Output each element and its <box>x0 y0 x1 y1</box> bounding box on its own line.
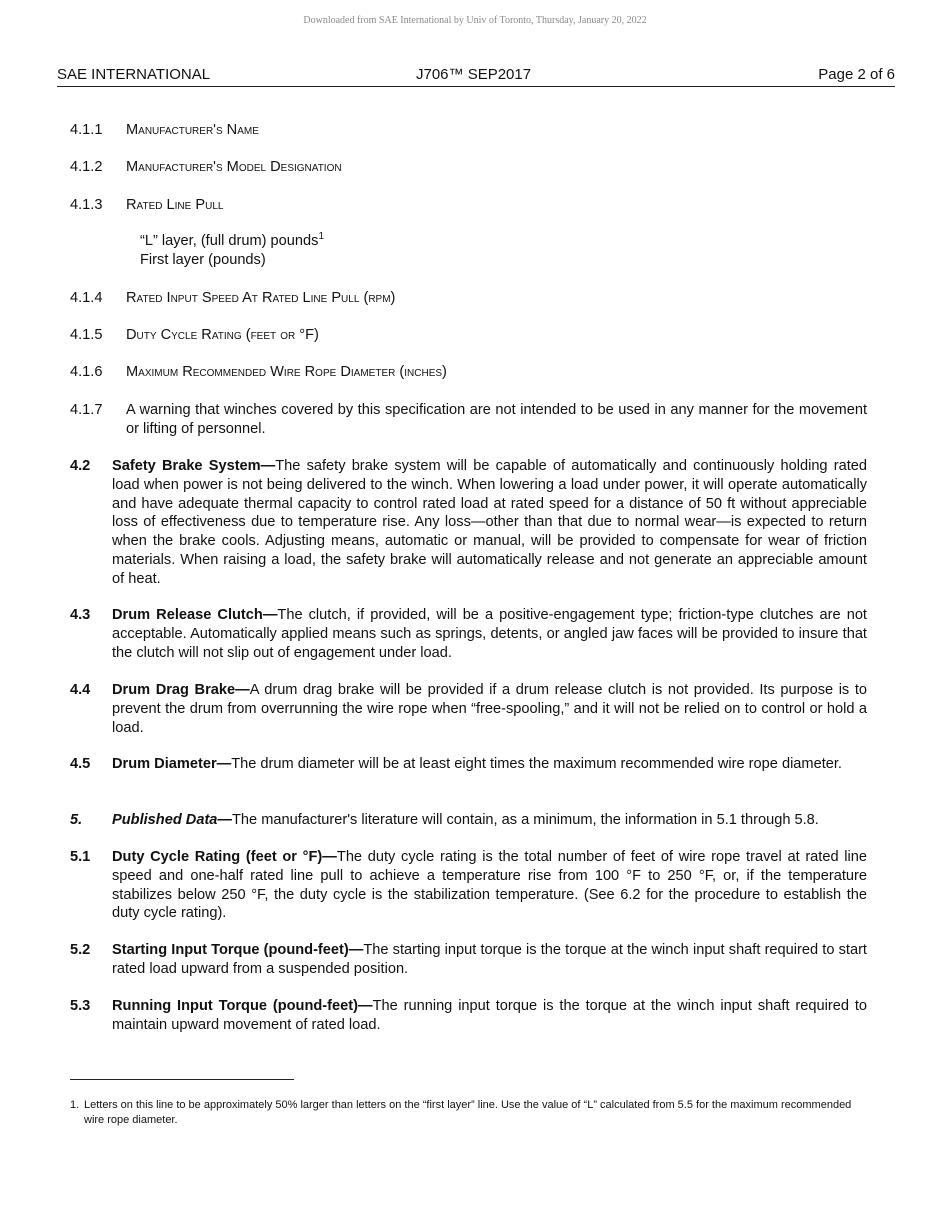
section-4-4 <box>70 681 867 737</box>
page-header <box>57 66 895 87</box>
section-title: Running Input Torque (pound-feet)— <box>112 998 373 1014</box>
footnote-ref: 1 <box>318 231 325 243</box>
section-number: 4.1.3 <box>70 197 103 213</box>
section-body: The running input torque is the torque at the winch input shaft required to maintain upward movement of rated load. <box>112 998 867 1033</box>
section-number: 4.1.7 <box>70 402 103 418</box>
section-number: 4.5 <box>70 756 91 772</box>
section-heading: Manufacturer's Model Designation <box>126 159 342 175</box>
section-heading: Manufacturer's Name <box>126 122 259 138</box>
header-publisher: SAE INTERNATIONAL <box>57 66 211 83</box>
section-4-1-7 <box>70 401 867 439</box>
section-4-1-6 <box>70 363 867 382</box>
section-heading: Duty Cycle Rating (feet or °F) <box>126 327 319 343</box>
section-4-2 <box>70 457 867 589</box>
footnote <box>70 1098 870 1128</box>
section-number: 4.1.6 <box>70 364 103 380</box>
section-number: 5.1 <box>70 849 91 865</box>
section-4-5 <box>70 755 867 774</box>
section-body: The safety brake system will be capable of automatically and continuously holding rated load when power is not being delivered to the winch. When lowering a load under power, it will operate automatically and have adequate thermal capacity to control rated load at rated speed for a distance of 50 ft without appreciable loss of effectiveness due to temperature rise. Any loss—other than that due to normal wear—is expected to return when the brake cools. Adjusting means, automatic or manual, will be provided to compensate for wear of friction materials. When raising a load, the safety brake will automatically release and not generate an appreciable amount of heat. <box>112 458 867 587</box>
section-title: Safety Brake System— <box>112 458 276 474</box>
section-title: Starting Input Torque (pound-feet)— <box>112 942 364 958</box>
section-4-1-2 <box>70 158 867 177</box>
section-heading: Rated Line Pull <box>126 197 224 213</box>
section-number: 5.2 <box>70 942 91 958</box>
section-heading: Rated Input Speed At Rated Line Pull (rpm) <box>126 290 396 306</box>
section-number: 5.3 <box>70 998 91 1014</box>
section-number: 4.4 <box>70 682 91 698</box>
section-4-3 <box>70 606 867 662</box>
section-4-1-4 <box>70 289 867 308</box>
section-heading: Maximum Recommended Wire Rope Diameter (inches) <box>126 364 447 380</box>
section-number: 4.2 <box>70 458 91 474</box>
section-5-2 <box>70 941 867 979</box>
section-number: 4.1.1 <box>70 122 103 138</box>
section-body: The starting input torque is the torque at the winch input shaft required to start rated load upward from a suspended position. <box>112 942 867 977</box>
section-4-1-5 <box>70 326 867 345</box>
header-document-id: J706™ SEP2017 <box>416 66 532 83</box>
rated-line-pull-lines <box>140 232 740 270</box>
footnote-divider <box>70 1079 294 1080</box>
section-title: Published Data— <box>112 812 233 828</box>
section-body: A warning that winches covered by this specification are not intended to be used in any manner for the movement or lifting of personnel. <box>126 402 867 437</box>
section-4-1-1 <box>70 121 867 140</box>
section-title: Drum Drag Brake— <box>112 682 250 698</box>
section-4-1-3 <box>70 196 867 215</box>
section-5-3 <box>70 997 867 1035</box>
section-number: 4.1.2 <box>70 159 103 175</box>
section-title: Drum Diameter— <box>112 756 232 772</box>
section-body: The duty cycle rating is the total number of feet of wire rope travel at rated line speed and one-half rated line pull to achieve a temperature rise from 100 °F to 250 °F, or, if the temperature stabilizes below 250 °F, the duty cycle is the stabilization temperature. (See 6.2 for the procedure to establish the duty cycle rating). <box>112 849 868 922</box>
section-number: 4.3 <box>70 607 91 623</box>
header-page-number: Page 2 of 6 <box>818 66 895 83</box>
section-number: 4.1.4 <box>70 290 103 306</box>
footnote-text: Letters on this line to be approximately 50% larger than letters on the “first layer” line. Use the value of “L” calculated from 5.5 for the maximum recommended wire rope diameter. <box>84 1099 852 1126</box>
section-title: Duty Cycle Rating (feet or °F)— <box>112 849 337 865</box>
section-body: The drum diameter will be at least eight times the maximum recommended wire rope diameter. <box>231 756 842 772</box>
section-body: The manufacturer's literature will contain, as a minimum, the information in 5.1 through 5.8. <box>232 812 819 828</box>
download-watermark: Downloaded from SAE International by Univ of Toronto, Thursday, January 20, 2022 <box>303 15 647 26</box>
section-body: The clutch, if provided, will be a positive-engagement type; friction-type clutches are not acceptable. Automatically applied means such as springs, detents, or angled jaw faces will be provided to insure that the clutch will not slip out of engagement under load. <box>112 607 867 661</box>
section-5-1 <box>70 848 867 923</box>
section-number: 5. <box>70 812 83 828</box>
section-5 <box>70 811 867 830</box>
l-layer-line: “L” layer, (full drum) pounds$^1$ <box>140 231 325 249</box>
first-layer-line: First layer (pounds) <box>140 251 266 268</box>
section-title: Drum Release Clutch— <box>112 607 278 623</box>
section-number: 4.1.5 <box>70 327 103 343</box>
section-body: A drum drag brake will be provided if a drum release clutch is not provided. Its purpose is to prevent the drum from overrunning the wire rope when “free-spooling,” and it will not be relied on to control or hold a load. <box>112 682 867 736</box>
footnote-number: 1. <box>70 1099 80 1111</box>
